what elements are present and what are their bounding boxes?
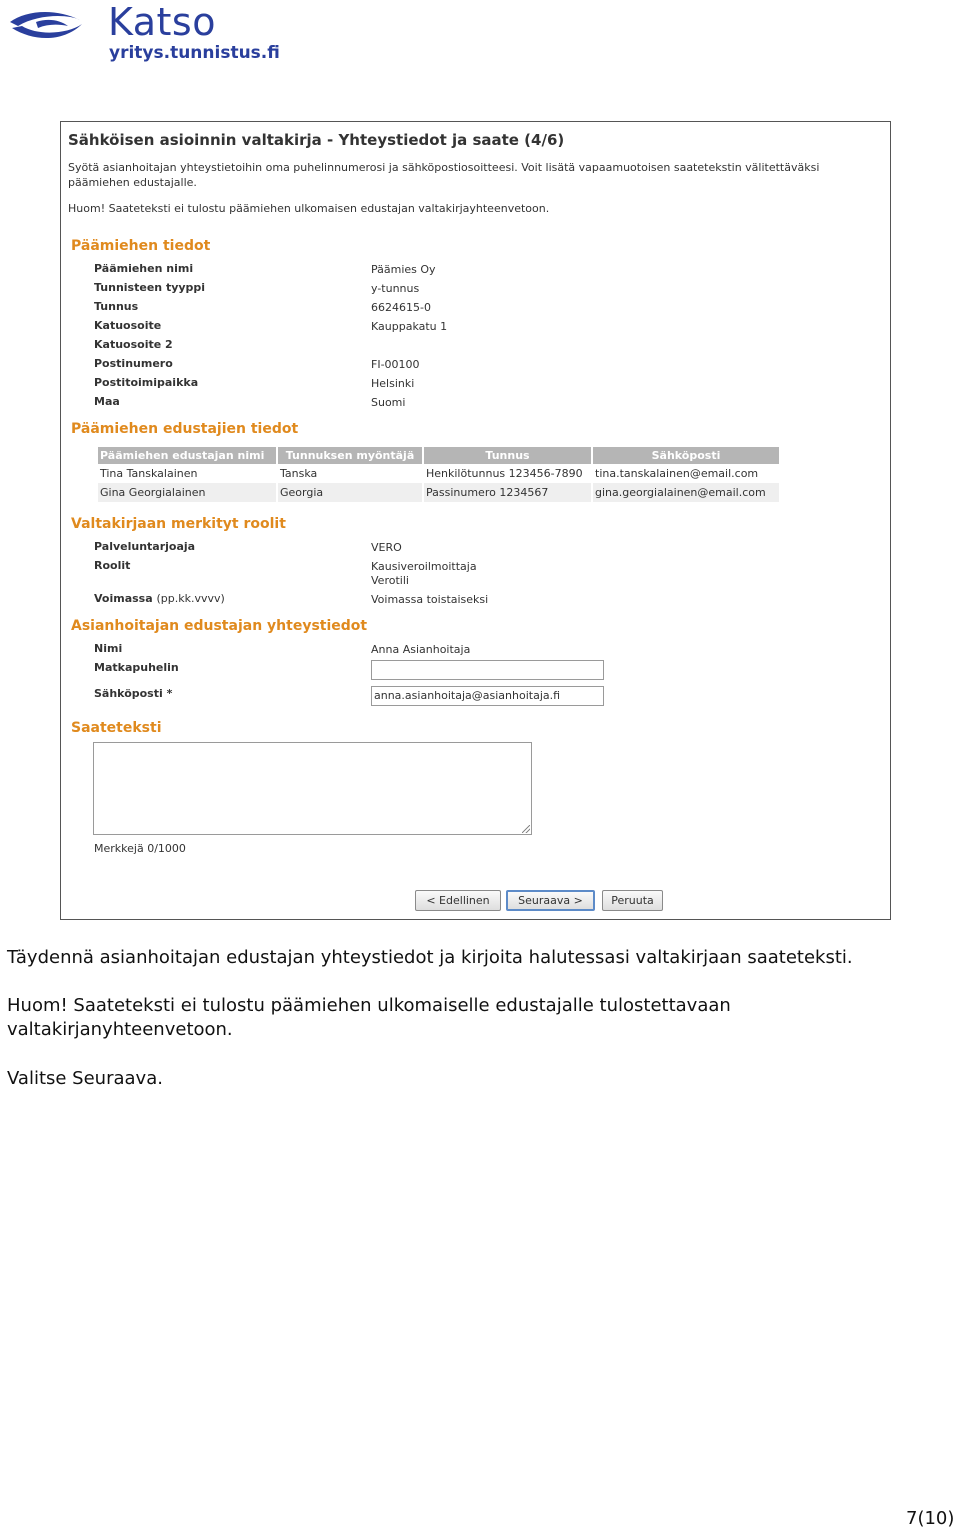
valid-label-text: Voimassa xyxy=(94,592,153,605)
column-header: Päämiehen edustajan nimi xyxy=(98,447,276,464)
instruction-paragraph: Täydennä asianhoitajan edustajan yhteystiedot ja kirjoita halutessasi valtakirjaan saateteksti. xyxy=(7,947,853,968)
resize-grip-icon[interactable] xyxy=(522,825,530,833)
agent-name-label: Nimi xyxy=(94,642,123,655)
note-line-2: valtakirjanyhteenvetoon. xyxy=(7,1019,233,1040)
swoosh-icon xyxy=(8,6,86,46)
table-cell: Georgia xyxy=(278,483,422,502)
table-cell: gina.georgialainen@email.com xyxy=(593,483,779,502)
valid-value: Voimassa toistaiseksi xyxy=(371,593,489,606)
field-label: Päämiehen nimi xyxy=(94,262,194,275)
char-count: Merkkejä 0/1000 xyxy=(94,842,186,855)
wizard-title: Sähköisen asioinnin valtakirja - Yhteystiedot ja saate (4/6) xyxy=(68,131,565,149)
field-label: Tunnisteen tyyppi xyxy=(94,281,206,294)
logo-name: Katso xyxy=(108,0,216,44)
table-cell: Tanska xyxy=(280,467,318,480)
role-value: Kausiveroilmoittaja xyxy=(371,560,477,573)
wizard-screenshot xyxy=(60,121,891,920)
previous-button[interactable]: < Edellinen xyxy=(415,890,501,911)
field-value: Päämies Oy xyxy=(371,263,436,276)
logo-url: yritys.tunnistus.fi xyxy=(109,43,280,63)
field-value: Kauppakatu 1 xyxy=(371,320,448,333)
katso-logo xyxy=(8,0,280,66)
phone-label: Matkapuhelin xyxy=(94,661,179,674)
field-value: FI-00100 xyxy=(371,358,420,371)
table-header-row xyxy=(98,447,779,464)
field-label: Maa xyxy=(94,395,120,408)
field-label: Katuosoite xyxy=(94,319,162,332)
phone-input[interactable] xyxy=(371,660,604,680)
field-value: Suomi xyxy=(371,396,406,409)
principal-heading: Päämiehen tiedot xyxy=(71,238,211,254)
note-line-1: Huom! Saateteksti ei tulostu päämiehen ulkomaiselle edustajalle tulostettavaan xyxy=(7,995,731,1016)
field-label: Postinumero xyxy=(94,357,173,370)
field-label: Katuosoite 2 xyxy=(94,338,173,351)
table-cell: tina.tanskalainen@email.com xyxy=(595,467,759,480)
agent-name-value: Anna Asianhoitaja xyxy=(371,643,471,656)
page-number: 7(10) xyxy=(906,1508,955,1529)
table-row xyxy=(98,483,779,502)
representatives-table xyxy=(96,447,781,502)
cancel-button[interactable]: Peruuta xyxy=(602,890,663,911)
role-value: Verotili xyxy=(371,574,409,587)
field-label: Postitoimipaikka xyxy=(94,376,199,389)
table-cell: Tina Tanskalainen xyxy=(100,467,198,480)
roles-label: Roolit xyxy=(94,559,131,572)
table-cell: Gina Georgialainen xyxy=(98,483,276,502)
valid-label xyxy=(94,592,225,605)
cover-textarea[interactable] xyxy=(93,742,532,835)
field-value: y-tunnus xyxy=(371,282,420,295)
table-cell: Passinumero 1234567 xyxy=(424,483,591,502)
next-step-paragraph: Valitse Seuraava. xyxy=(7,1068,163,1089)
field-label: Tunnus xyxy=(94,300,139,313)
agent-heading: Asianhoitajan edustajan yhteystiedot xyxy=(71,618,368,634)
email-input[interactable]: anna.asianhoitaja@asianhoitaja.fi xyxy=(371,686,604,706)
provider-value: VERO xyxy=(371,541,402,554)
column-header: Tunnus xyxy=(424,447,591,464)
roles-heading: Valtakirjaan merkityt roolit xyxy=(71,516,286,532)
table-cell: Henkilötunnus 123456-7890 xyxy=(426,467,583,480)
column-header: Tunnuksen myöntäjä xyxy=(278,447,422,464)
next-button[interactable]: Seuraava > xyxy=(506,890,595,911)
wizard-note: Huom! Saateteksti ei tulostu päämiehen ulkomaisen edustajan valtakirjayhteenvetoon. xyxy=(68,202,550,215)
field-value: Helsinki xyxy=(371,377,415,390)
cover-heading: Saateteksti xyxy=(71,720,162,736)
table-row xyxy=(98,464,779,483)
representatives-heading: Päämiehen edustajien tiedot xyxy=(71,421,299,437)
valid-format: (pp.kk.vvvv) xyxy=(156,592,225,605)
provider-label: Palveluntarjoaja xyxy=(94,540,196,553)
wizard-intro: Syötä asianhoitajan yhteystietoihin oma puhelinnumerosi ja sähköpostiosoitteesi. Voit lisätä vapaamuotoisen saatetekstin välitettäväksi päämiehen edustajalle. xyxy=(68,161,820,189)
field-value: 6624615-0 xyxy=(371,301,431,314)
column-header: Sähköposti xyxy=(593,447,779,464)
email-label: Sähköposti * xyxy=(94,687,173,700)
